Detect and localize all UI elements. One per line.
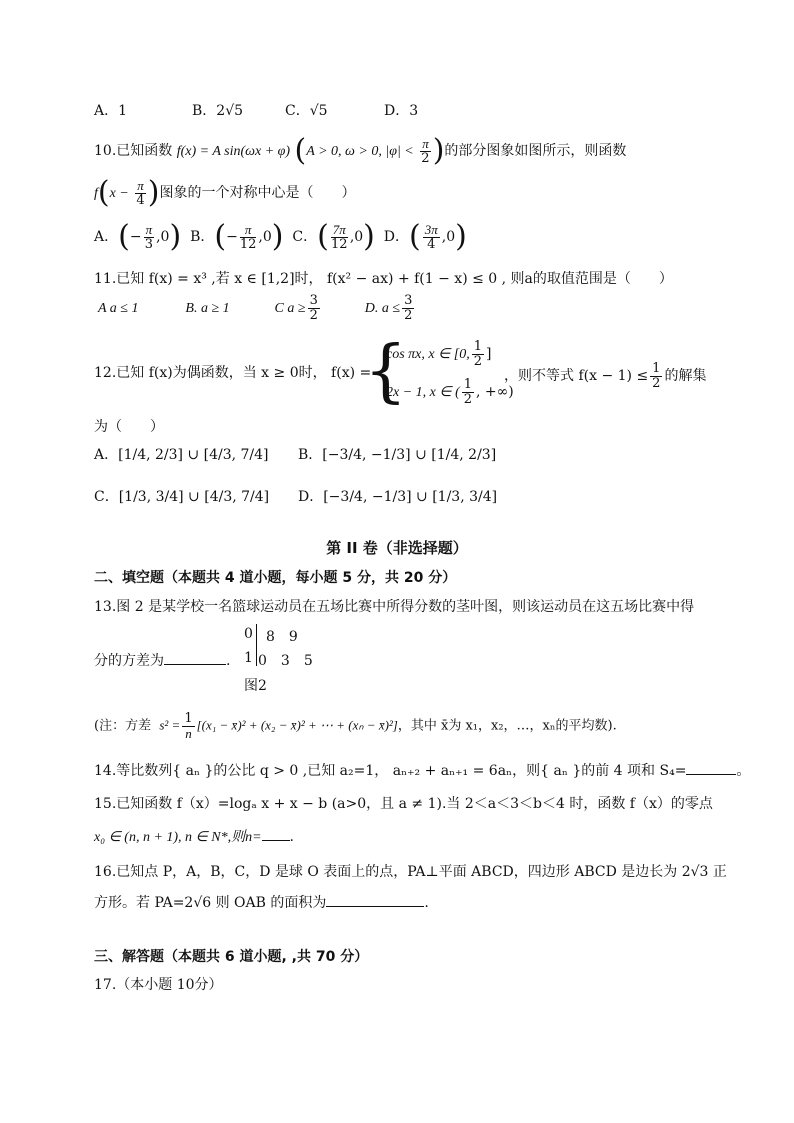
section2-heading: 二、填空题（本题共 4 道小题，每小题 5 分，共 20 分） xyxy=(94,570,457,586)
q9-option-d: D．3 xyxy=(384,103,419,119)
q11-options xyxy=(98,294,416,322)
q12-option-d: D．[−3/4, −1/3] ∪ [1/3, 3/4] xyxy=(298,489,498,505)
stem-1: 1 xyxy=(244,650,253,666)
q12-option-b: B．[−3/4, −1/3] ∪ [1/4, 2/3] xyxy=(298,447,497,463)
q14-text: 14.等比数列{ aₙ }的公比 q > 0 ,已知 a₂=1， aₙ₊₂ + aₙ₊₁ = 6aₙ，则{ aₙ }的前 4 项和 S₄= 。 xyxy=(94,763,751,779)
q15-line1: 15.已知函数 f（x）=logₐ x + x − b (a>0，且 a ≠ 1).当 2＜a＜3＜b＜4 时，函数 f（x）的零点 xyxy=(94,796,713,812)
q12-post: ，则不等式 f(x − 1) ≤ $\frac{1}{2}$ 的解集 xyxy=(504,361,707,391)
q11-option-b: B. a ≥ 1 xyxy=(185,301,230,317)
q16-line2: 方形。若 PA=2√6 则 OAB 的面积为 . xyxy=(94,895,429,911)
q13-note: (注：方差 s² = $\frac{1}{n}$ [(x₁ − x̄)² + (x₂ − x̄)² + ⋯ + (xₙ − x̄)²]，其中 x̄为 x₁，x₂，…，xₙ的平均数). xyxy=(94,711,617,741)
q12-brace: { xyxy=(364,332,408,411)
pi-over-2: $\frac{\pi}{2}$ xyxy=(421,135,430,166)
q11-option-c: C a ≥ $\frac{3}{2}$ xyxy=(274,293,318,323)
q10-options xyxy=(94,219,467,254)
q13-line2: 分的方差为 . xyxy=(94,653,231,669)
figure-caption: 图2 xyxy=(244,678,267,694)
q11-option-a: A a ≤ 1 xyxy=(98,301,139,317)
q17-heading: 17.（本小题 10分） xyxy=(94,977,223,993)
q16-line1: 16.已知点 P，A，B，C，D 是球 O 表面上的点，PA⊥平面 ABCD，四边形 ABCD 是边长为 2√3 正 xyxy=(94,864,727,880)
q15-line2: x₀ ∈ (n, n + 1), n ∈ N*,则n= . xyxy=(94,829,294,845)
q9-option-b: B．2√5 xyxy=(192,103,244,119)
q11-option-d: D. a ≤ $\frac{3}{2}$ xyxy=(364,293,413,323)
q9-option-a: A．1 xyxy=(94,103,128,119)
q12-case1: cos πx, x ∈ [0, $\frac{1}{2}$ ] xyxy=(386,339,492,369)
q12-case2: 2x − 1, x ∈ ( $\frac{1}{2}$ , +∞) xyxy=(386,377,514,407)
stem-0: 0 xyxy=(244,626,253,642)
q11-text: 11.已知 f(x) = x³ ,若 x ∈ [1,2]时， f(x² − ax) + f(1 − x) ≤ 0 , 则a的取值范围是（ ） xyxy=(94,271,673,287)
q13-line1: 13.图 2 是某学校一名篮球运动员在五场比赛中所得分数的茎叶图，则该运动员在这五场比赛中得 xyxy=(94,599,695,615)
q12-option-c: C．[1/3, 3/4] ∪ [4/3, 7/4] xyxy=(94,489,270,505)
leaf-1: 0 3 5 xyxy=(258,653,313,669)
q12-pre: 12.已知 f(x)为偶函数，当 x ≥ 0时， f(x) = xyxy=(94,365,372,381)
leaf-0: 8 9 xyxy=(266,629,298,645)
q10-option-a: A．(− $\frac{\pi}{3}$ ,0) xyxy=(94,219,182,254)
stem-leaf-divider xyxy=(256,624,257,666)
q9-option-c: C．√5 xyxy=(285,103,328,119)
q10-option-b: B．(− $\frac{\pi}{12}$ ,0) xyxy=(190,219,284,254)
q12-line2: 为（ ） xyxy=(94,419,164,435)
q12-option-a: A．[1/4, 2/3] ∪ [4/3, 7/4] xyxy=(94,447,269,463)
part2-title: 第 II 卷（非选择题） xyxy=(326,539,468,557)
section3-heading: 三、解答题（本题共 6 道小题, ,共 70 分） xyxy=(94,949,369,965)
q10-line2: f(x − $\frac{\pi}{4}$ )图象的一个对称中心是（ ） xyxy=(94,175,356,210)
q10-option-c: C．( $\frac{7\pi}{12}$ ,0) xyxy=(292,219,375,254)
q10-option-d: D．( $\frac{3\pi}{4}$ ,0) xyxy=(383,219,467,254)
q10-line1: 10.已知函数 f(x) = A sin(ωx + φ) (A > 0, ω > 0, |φ| < $\frac{\pi}{2}$ )的部分图象如图所示，则函数 xyxy=(94,133,627,168)
